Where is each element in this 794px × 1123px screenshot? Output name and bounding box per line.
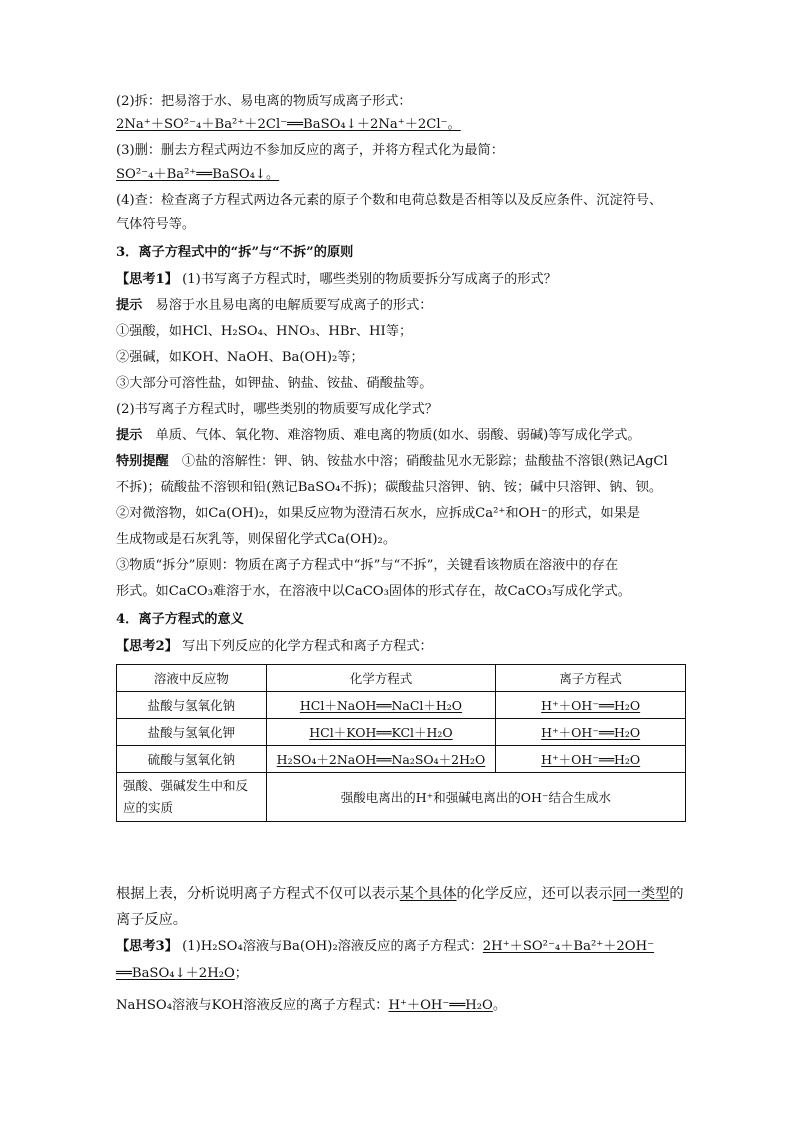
step-check-cont: 气体符号等。 <box>116 217 196 232</box>
think-3-cont <box>116 964 248 984</box>
header-ionic-equation: 离子方程式 <box>496 665 686 692</box>
special-note-text: ①盐的溶解性：钾、钠、铵盐水中溶；硝酸盐见水无影踪；盐酸盐不溶银(熟记AgCl <box>168 454 668 469</box>
summary-line-cont: 离子反应。 <box>116 912 187 928</box>
hint-1 <box>116 296 433 316</box>
header-chemical-equation: 化学方程式 <box>266 665 496 692</box>
summary-line <box>116 884 684 904</box>
nahso4-text: NaHSO₄溶液与KOH溶液反应的离子方程式： <box>116 998 389 1013</box>
table-row <box>117 746 686 773</box>
split-principle: ③物质“拆分”原则：物质在离子方程式中“拆”与“不拆”，关键看该物质在溶液中的存在 <box>116 558 619 573</box>
think-3-nahso4 <box>116 996 506 1016</box>
soluble-salts: ③大部分可溶性盐，如钾盐、钠盐、铵盐、硝酸盐等。 <box>116 376 433 391</box>
table-row <box>117 719 686 746</box>
slightly-soluble-cont: 生成物或是石灰乳等，则保留化学式Ca(OH)₂。 <box>116 532 397 547</box>
header-reactants: 溶液中反应物 <box>117 665 267 692</box>
table-row <box>117 773 686 822</box>
nahso4-answer: H⁺＋OH⁻══H₂O <box>388 998 493 1013</box>
strong-acids: ①强酸，如HCl、H₂SO₄、HNO₃、HBr、HI等； <box>116 324 413 339</box>
reaction-table <box>116 664 686 822</box>
think-3-label: 【思考3】 <box>116 939 178 954</box>
section-4-heading: 4．离子方程式的意义 <box>116 612 244 627</box>
split-principle-cont: 形式。如CaCO₃难溶于水，在溶液中以CaCO₃固体的形式存在，故CaCO₃写成化学式。 <box>116 584 631 599</box>
think-1-label: 【思考1】 <box>116 272 178 287</box>
step-split: (2)拆：把易溶于水、易电离的物质写成离子形式： <box>116 94 412 109</box>
hint-1-text: 易溶于水且易电离的电解质要写成离子的形式： <box>142 298 433 313</box>
summary-text-end: 的 <box>669 886 684 902</box>
think-3 <box>116 937 654 957</box>
table-cell: 强酸、强碱发生中和反应的实质 <box>117 773 267 822</box>
table-cell: 盐酸与氢氧化钠 <box>117 692 267 719</box>
strong-bases: ②强碱，如KOH、NaOH、Ba(OH)₂等； <box>116 350 364 365</box>
table-cell: H₂SO₄＋2NaOH══Na₂SO₄＋2H₂O <box>266 746 496 773</box>
think-2-label: 【思考2】 <box>116 639 178 654</box>
table-row <box>117 692 686 719</box>
table-cell: HCl＋NaOH══NaCl＋H₂O <box>266 692 496 719</box>
section-3-heading: 3．离子方程式中的“拆”与“不拆”的原则 <box>116 245 354 260</box>
hint-1-label: 提示 <box>116 298 143 313</box>
think-1 <box>116 270 557 290</box>
hint-2-label: 提示 <box>116 428 143 443</box>
think-3-text: (1)H₂SO₄溶液与Ba(OH)₂溶液反应的离子方程式： <box>177 939 483 954</box>
summary-text: 根据上表，分析说明离子方程式不仅可以表示 <box>116 886 400 902</box>
summary-blank-1: 某个具体 <box>399 886 457 902</box>
special-note-cont: 不拆)；硫酸盐不溶钡和铅(熟记BaSO₄不拆)；碳酸盐只溶钾、钠、铵；碱中只溶钾、钠、钡。 <box>116 480 663 495</box>
table-cell: H⁺＋OH⁻══H₂O <box>496 746 686 773</box>
step-check: (4)查：检查离子方程式两边各元素的原子个数和电荷总数是否相等以及反应条件、沉淀符号、 <box>116 193 663 208</box>
delete-equation: SO²⁻₄＋Ba²⁺══BaSO₄↓。 <box>116 167 280 182</box>
think-3-answer-cont: ══BaSO₄↓＋2H₂O <box>116 966 235 981</box>
special-note-label: 特别提醒 <box>116 454 169 469</box>
table-cell: H⁺＋OH⁻══H₂O <box>496 719 686 746</box>
think-1-text: (1)书写离子方程式时，哪些类别的物质要拆分写成离子的形式？ <box>177 272 557 287</box>
table-cell: H⁺＋OH⁻══H₂O <box>496 692 686 719</box>
summary-text-mid: 的化学反应，还可以表示 <box>456 886 613 902</box>
table-cell: HCl＋KOH══KCl＋H₂O <box>266 719 496 746</box>
special-note <box>116 452 668 472</box>
table-header-row <box>117 665 686 692</box>
step-delete: (3)删：删去方程式两边不参加反应的离子，并将方程式化为最简： <box>116 143 504 158</box>
think-2-text: 写出下列反应的化学方程式和离子方程式： <box>177 639 433 654</box>
split-equation: 2Na⁺＋SO²⁻₄＋Ba²⁺＋2Cl⁻══BaSO₄↓＋2Na⁺＋2Cl⁻。 <box>116 117 461 132</box>
table-cell: 盐酸与氢氧化钾 <box>117 719 267 746</box>
summary-blank-2: 同一类型 <box>612 886 670 902</box>
think-3-punct: ； <box>234 966 248 981</box>
table-cell: 强酸电离出的H⁺和强碱电离出的OH⁻结合生成水 <box>266 773 685 822</box>
think-3-answer: 2H⁺＋SO²⁻₄＋Ba²⁺＋2OH⁻ <box>482 939 655 954</box>
think-2 <box>116 637 433 657</box>
think-1-part2: (2)书写离子方程式时，哪些类别的物质要写成化学式？ <box>116 402 438 417</box>
hint-2 <box>116 426 641 446</box>
table-cell: 硫酸与氢氧化钠 <box>117 746 267 773</box>
slightly-soluble-note: ②对微溶物，如Ca(OH)₂，如果反应物为澄清石灰水，应拆成Ca²⁺和OH⁻的形式，如果是 <box>116 506 641 521</box>
hint-2-text: 单质、气体、氧化物、难溶物质、难电离的物质(如水、弱酸、弱碱)等写成化学式。 <box>142 428 641 443</box>
nahso4-punct: 。 <box>492 998 507 1013</box>
